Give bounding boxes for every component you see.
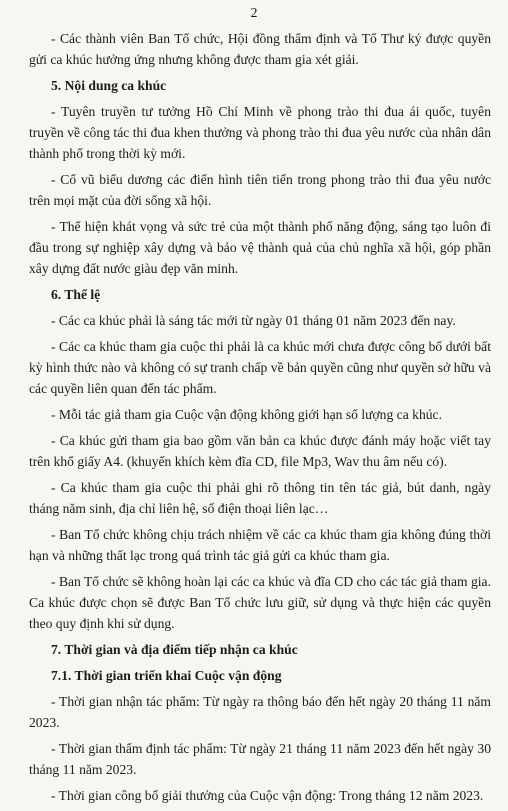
heading-time-place: 7. Thời gian và địa điểm tiếp nhận ca khúc <box>51 642 298 657</box>
paragraph-rule-format: - Ca khúc gửi tham gia bao gồm văn bản ca khúc được đánh máy hoặc viết tay trên khổ giấy A4. (khuyến khích kèm đĩa CD, file Mp3, Wav thu âm nếu có). <box>29 433 491 469</box>
heading-song-content: 5. Nội dung ca khúc <box>51 78 167 93</box>
paragraph-award-announcement: - Thời gian công bố giải thưởng của Cuộc vận động: Trong tháng 12 năm 2023. <box>51 788 484 803</box>
paragraph-rule-no-return: - Ban Tổ chức sẽ không hoàn lại các ca khúc và đĩa CD cho các tác giả tham gia. Ca khúc được chọn sẽ được Ban Tổ chức lưu giữ, sử dụng và thực hiện các quyền theo quy định khi sử dụng. <box>29 574 491 631</box>
paragraph-rule-author-info: - Ca khúc tham gia cuộc thi phải ghi rõ thông tin tên tác giả, bút danh, ngày tháng năm sinh, địa chỉ liên hệ, số điện thoại liên lạc… <box>29 480 491 516</box>
paragraph-aspiration: - Thể hiện khát vọng và sức trẻ của một thành phố năng động, sáng tạo luôn đi đầu trong sự nghiệp xây dựng và bảo vệ thành quả của chủ nghĩa xã hội, góp phần xây dựng đất nước giàu đẹp văn minh. <box>29 219 491 276</box>
paragraph-rule-new-works: - Các ca khúc phải là sáng tác mới từ ngày 01 tháng 01 năm 2023 đến nay. <box>51 313 456 328</box>
page-number: 2 <box>250 6 258 21</box>
paragraph-propaganda: - Tuyên truyền tư tưởng Hồ Chí Minh về phong trào thi đua ái quốc, tuyên truyền về công tác thi đua khen thưởng và phong trào thi đua yêu nước của nhân dân thành phố trong thời kỳ mới. <box>29 104 491 161</box>
paragraph-review-period: - Thời gian thẩm định tác phẩm: Từ ngày 21 tháng 11 năm 2023 đến hết ngày 30 tháng 11 năm 2023. <box>29 741 491 777</box>
heading-timeline: 7.1. Thời gian triển khai Cuộc vận động <box>51 668 282 683</box>
paragraph-rule-unpublished: - Các ca khúc tham gia cuộc thi phải là ca khúc mới chưa được công bố dưới bất kỳ hình thức nào và không có sự tranh chấp về bản quyền cũng như quyền sở hữu và các quyền liên quan đến tác phẩm. <box>29 339 491 396</box>
heading-rules: 6. Thể lệ <box>51 287 101 302</box>
paragraph-submission-period: - Thời gian nhận tác phẩm: Từ ngày ra thông báo đến hết ngày 20 tháng 11 năm 2023. <box>29 694 491 730</box>
paragraph-rule-liability: - Ban Tổ chức không chịu trách nhiệm về các ca khúc tham gia không đúng thời hạn và những thất lạc trong quá trình tác giả gửi ca khúc tham gia. <box>29 527 491 563</box>
paragraph-organizers-note: - Các thành viên Ban Tổ chức, Hội đồng thẩm định và Tổ Thư ký được quyền gửi ca khúc hưởng ứng nhưng không được tham gia xét giải. <box>29 31 491 67</box>
document-body <box>29 28 491 811</box>
paragraph-rule-no-limit: - Mỗi tác giả tham gia Cuộc vận động không giới hạn số lượng ca khúc. <box>51 407 442 422</box>
paragraph-encourage: - Cổ vũ biểu dương các điển hình tiên tiến trong phong trào thi đua yêu nước trên mọi mặt của đời sống xã hội. <box>29 172 491 208</box>
